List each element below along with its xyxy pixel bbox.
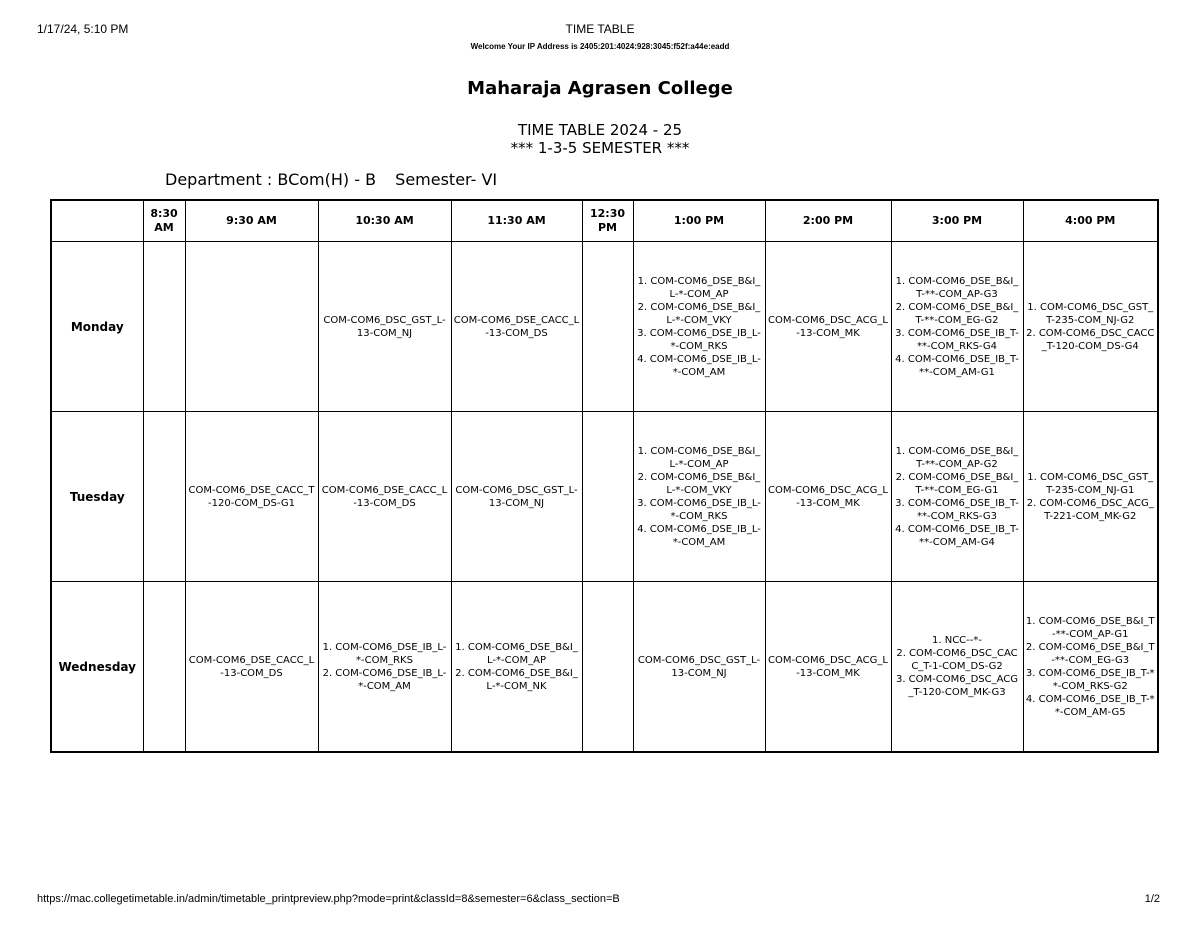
class-entry: 1. NCC--*- xyxy=(932,635,982,646)
class-entry: COM-COM6_DSE_CACC_T-120-COM_DS-G1 xyxy=(188,484,315,509)
timetable-cell xyxy=(765,582,891,753)
class-entry: COM-COM6_DSC_ACG_L-13-COM_MK xyxy=(768,484,888,509)
class-entry: 1. COM-COM6_DSE_B&I_T-**-COM_AP-G1 xyxy=(1025,615,1155,640)
class-entry: 1. COM-COM6_DSE_B&I_L-*-COM_AP xyxy=(637,445,761,470)
class-entry: 4. COM-COM6_DSE_IB_T-**-COM_AM-G4 xyxy=(895,523,1019,548)
class-entry: 4. COM-COM6_DSE_IB_T-**-COM_AM-G1 xyxy=(895,353,1019,378)
print-title: TIME TABLE xyxy=(565,22,635,36)
page-number: 1/2 xyxy=(1144,893,1160,905)
class-entry: 3. COM-COM6_DSC_ACG_T-120-COM_MK-G3 xyxy=(895,674,1019,698)
day-label: Wednesday xyxy=(51,582,143,753)
class-entry: 1. COM-COM6_DSE_B&I_L-*-COM_AP xyxy=(455,641,578,666)
class-entry: COM-COM6_DSC_GST_L-13-COM_NJ xyxy=(637,654,761,679)
timetable-cell xyxy=(451,242,582,412)
timetable-cell xyxy=(1023,242,1158,412)
class-entry: 2. COM-COM6_DSE_B&I_L-*-COM_VKY xyxy=(637,301,761,326)
class-entry: 2. COM-COM6_DSE_B&I_L-*-COM_VKY xyxy=(637,471,761,496)
class-entry: 2. COM-COM6_DSE_B&I_L-*-COM_NK xyxy=(455,667,578,692)
class-entry: 1. COM-COM6_DSC_GST_T-235-COM_NJ-G2 xyxy=(1027,301,1154,326)
timetable-cell xyxy=(891,242,1023,412)
department-label: Department : BCom(H) - B xyxy=(165,170,377,189)
timetable-cell xyxy=(633,242,765,412)
class-entry: 4. COM-COM6_DSE_IB_L-*-COM_AM xyxy=(637,353,761,378)
timetable-cell xyxy=(1023,582,1158,753)
time-slot-header: 8:30 AM xyxy=(143,200,185,242)
time-slot-header: 3:00 PM xyxy=(891,200,1023,242)
class-entry: COM-COM6_DSC_GST_L-13-COM_NJ xyxy=(323,314,446,339)
day-label: Monday xyxy=(51,242,143,412)
class-entry: COM-COM6_DSC_GST_L-13-COM_NJ xyxy=(455,484,578,509)
timetable-cell xyxy=(582,582,633,753)
timetable-cell xyxy=(633,582,765,753)
class-entry: 2. COM-COM6_DSC_CACC_T-1-COM_DS-G2 xyxy=(896,648,1018,672)
class-entry: 1. COM-COM6_DSE_IB_L-*-COM_RKS xyxy=(322,641,447,666)
class-entry: COM-COM6_DSE_CACC_L-13-COM_DS xyxy=(453,314,580,339)
class-entry: 2. COM-COM6_DSE_IB_L-*-COM_AM xyxy=(322,667,447,692)
class-entry: 1. COM-COM6_DSC_GST_T-235-COM_NJ-G1 xyxy=(1027,471,1154,496)
class-entry: 1. COM-COM6_DSE_B&I_T-**-COM_AP-G2 xyxy=(895,445,1019,470)
timetable-cell xyxy=(318,582,451,753)
class-entry: 3. COM-COM6_DSE_IB_T-**-COM_RKS-G2 xyxy=(1025,667,1155,692)
class-entry: 3. COM-COM6_DSE_IB_L-*-COM_RKS xyxy=(637,497,761,522)
timetable-cell xyxy=(451,582,582,753)
time-slot-header: 12:30 PM xyxy=(582,200,633,242)
timetable-cell xyxy=(582,242,633,412)
timetable-cell xyxy=(143,242,185,412)
timetable-cell xyxy=(582,412,633,582)
day-row-tuesday xyxy=(51,412,1158,582)
day-row-wednesday xyxy=(51,582,1158,753)
page-url: https://mac.collegetimetable.in/admin/timetable_printpreview.php?mode=print&classId=8&semester=6&class_section=B xyxy=(37,893,620,905)
timetable-cell xyxy=(185,412,318,582)
class-entry: 2. COM-COM6_DSE_B&I_T-**-COM_EG-G1 xyxy=(895,471,1019,496)
timetable-cell xyxy=(765,412,891,582)
time-slot-header: 4:00 PM xyxy=(1023,200,1158,242)
timetable-cell xyxy=(451,412,582,582)
timetable-cell xyxy=(765,242,891,412)
class-entry: 2. COM-COM6_DSE_B&I_T-**-COM_EG-G3 xyxy=(1025,641,1155,666)
time-slot-header: 2:00 PM xyxy=(765,200,891,242)
time-slot-header: 11:30 AM xyxy=(451,200,582,242)
class-entry: COM-COM6_DSC_ACG_L-13-COM_MK xyxy=(768,654,888,679)
time-header-row xyxy=(51,200,1158,242)
corner-cell xyxy=(51,200,143,242)
semester-line: *** 1-3-5 SEMESTER *** xyxy=(510,139,690,157)
time-slot-header: 10:30 AM xyxy=(318,200,451,242)
class-entry: 2. COM-COM6_DSC_ACG_T-221-COM_MK-G2 xyxy=(1026,497,1154,522)
semester-label: Semester- VI xyxy=(395,170,498,189)
timetable-cell xyxy=(891,582,1023,753)
timetable-cell xyxy=(143,412,185,582)
timetable-cell xyxy=(185,582,318,753)
time-slot-header: 9:30 AM xyxy=(185,200,318,242)
class-entry: 4. COM-COM6_DSE_IB_T-**-COM_AM-G5 xyxy=(1025,693,1155,718)
timetable-cell xyxy=(1023,412,1158,582)
timetable-cell xyxy=(143,582,185,753)
timetable-title: TIME TABLE 2024 - 25 xyxy=(517,121,683,139)
class-entry: COM-COM6_DSC_ACG_L-13-COM_MK xyxy=(768,314,888,339)
timetable-cell xyxy=(633,412,765,582)
timetable-cell xyxy=(318,242,451,412)
timetable-cell xyxy=(891,412,1023,582)
class-entry: 3. COM-COM6_DSE_IB_L-*-COM_RKS xyxy=(637,327,761,352)
timetable-cell xyxy=(318,412,451,582)
class-entry: 4. COM-COM6_DSE_IB_L-*-COM_AM xyxy=(637,523,761,548)
class-entry: 1. COM-COM6_DSE_B&I_T-**-COM_AP-G3 xyxy=(895,275,1019,300)
department-line xyxy=(165,170,511,189)
class-entry: 2. COM-COM6_DSE_B&I_T-**-COM_EG-G2 xyxy=(895,301,1019,326)
timetable-cell xyxy=(185,242,318,412)
timetable-heading xyxy=(0,121,1200,157)
class-entry: COM-COM6_DSE_CACC_L-13-COM_DS xyxy=(321,484,448,509)
class-entry: 3. COM-COM6_DSE_IB_T-**-COM_RKS-G4 xyxy=(895,327,1019,352)
class-entry: 1. COM-COM6_DSE_B&I_L-*-COM_AP xyxy=(637,275,761,300)
ip-notice: Welcome Your IP Address is 2405:201:4024:928:3045:f52f:a44e:eadd xyxy=(470,42,730,51)
print-datetime: 1/17/24, 5:10 PM xyxy=(37,22,129,36)
class-entry: COM-COM6_DSE_CACC_L-13-COM_DS xyxy=(188,654,315,679)
day-row-monday xyxy=(51,242,1158,412)
day-label: Tuesday xyxy=(51,412,143,582)
class-entry: 3. COM-COM6_DSE_IB_T-**-COM_RKS-G3 xyxy=(895,497,1019,522)
college-name: Maharaja Agrasen College xyxy=(467,78,733,99)
time-slot-header: 1:00 PM xyxy=(633,200,765,242)
timetable xyxy=(50,199,1159,753)
class-entry: 2. COM-COM6_DSC_CACC_T-120-COM_DS-G4 xyxy=(1026,327,1155,352)
